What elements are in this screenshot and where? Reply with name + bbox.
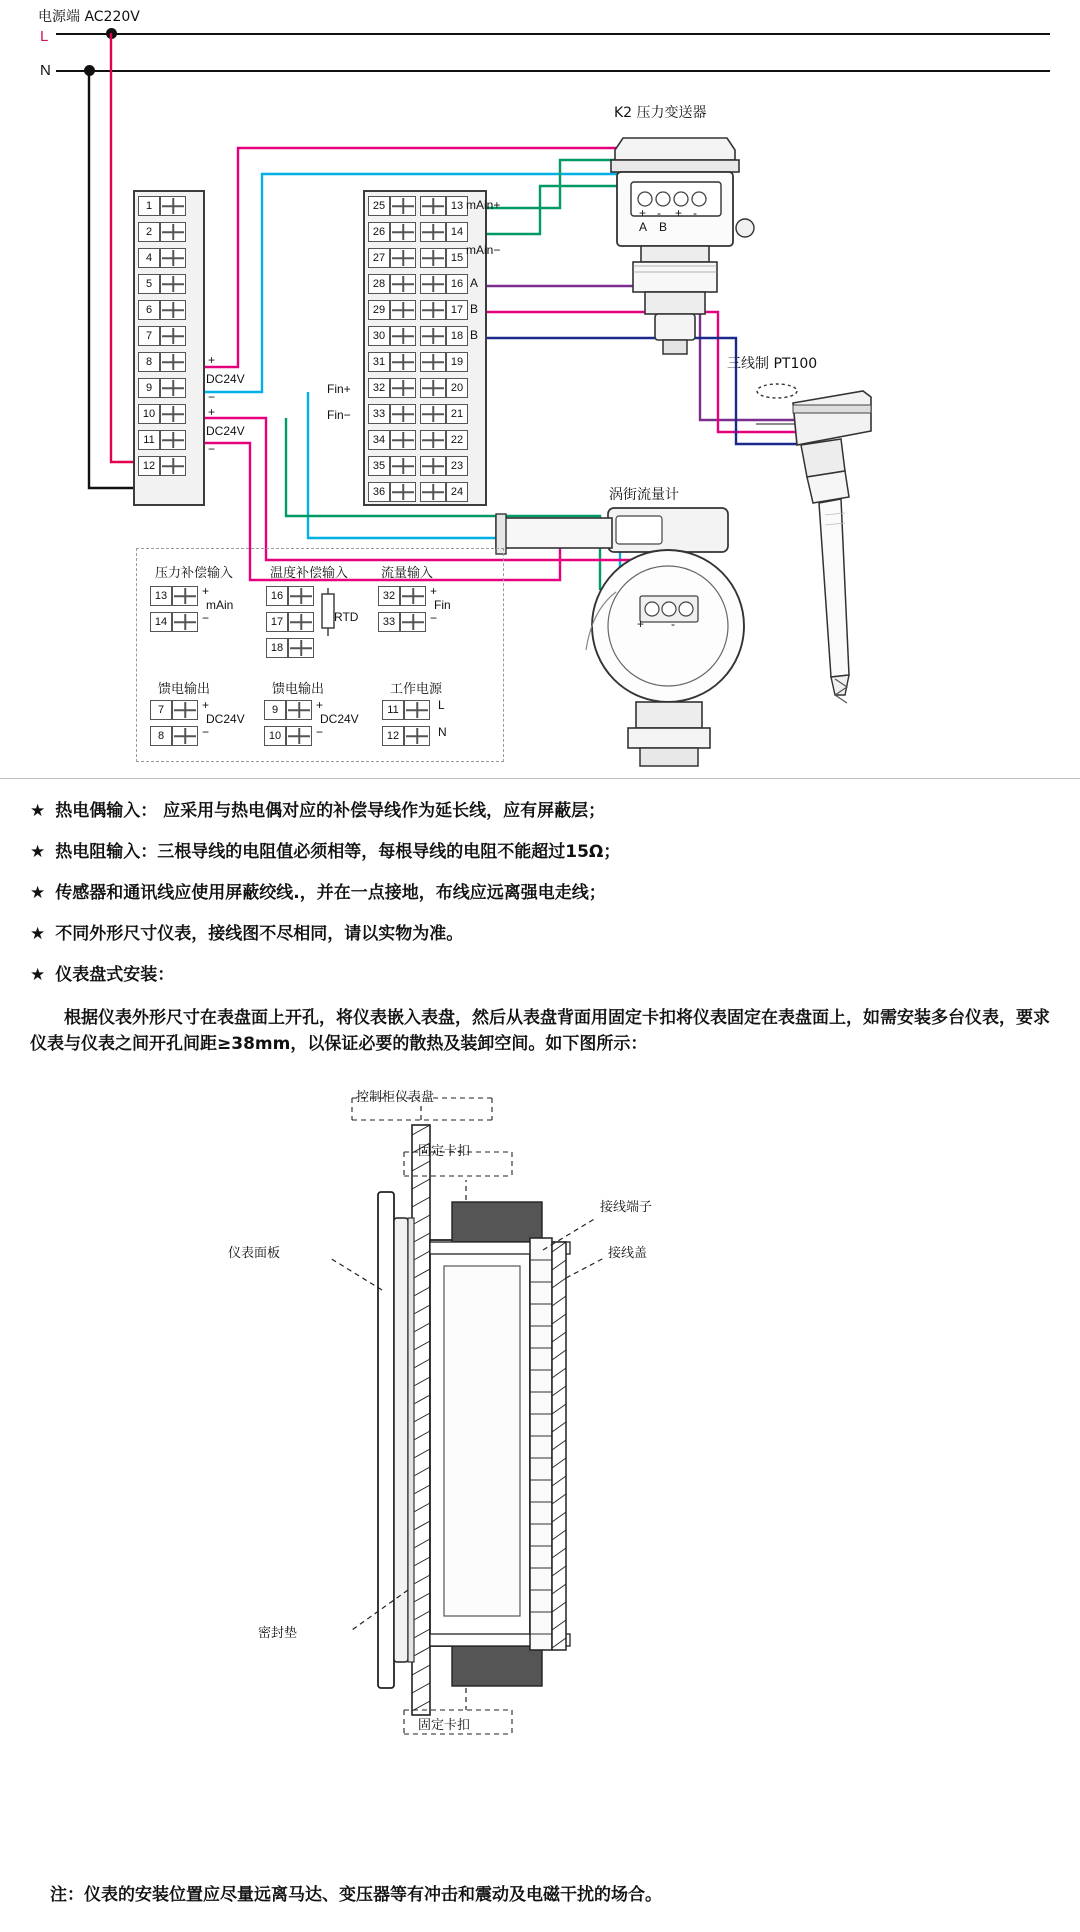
terminal-num: 26 [368, 222, 390, 242]
detail-terminal-num: 7 [150, 700, 172, 720]
pressure-transmitter-label: K2 压力变送器 [614, 105, 707, 121]
terminal-num: 2 [138, 222, 160, 242]
transmitter-terminal-minus-2: - [693, 206, 697, 220]
pressure-transmitter-graphic [575, 120, 875, 390]
detail-terminal-num: 8 [150, 726, 172, 746]
label-seal-gasket: 密封垫 [258, 1626, 298, 1641]
note-item [30, 882, 1050, 905]
bullet-star-icon: ★ [30, 882, 46, 902]
bullet-star-icon: ★ [30, 801, 46, 820]
terminal-screw [160, 404, 186, 424]
terminal-screw [420, 404, 446, 424]
terminal-screw [390, 274, 416, 294]
signal-label-main-minus: mAin− [466, 243, 501, 257]
terminal-num: 8 [138, 352, 160, 372]
terminal-screw [390, 378, 416, 398]
terminal-screw [390, 248, 416, 268]
terminal-screw [390, 404, 416, 424]
left-note-plus-9: + [208, 405, 216, 419]
vortex-flowmeter-graphic [490, 500, 810, 772]
label-terminal-block: 接线端子 [600, 1200, 653, 1215]
wiring-diagram [0, 0, 1080, 775]
terminal-screw [390, 430, 416, 450]
left-note-dc24v-2: DC24V [206, 424, 245, 438]
terminal-screw [160, 456, 186, 476]
terminal-screw [160, 196, 186, 216]
terminal-num: 1 [138, 196, 160, 216]
terminal-screw [160, 378, 186, 398]
terminal-screw [390, 456, 416, 476]
terminal-screw [400, 586, 426, 606]
terminal-screw [420, 274, 446, 294]
detail-mark-10: − [316, 725, 324, 739]
terminal-screw [286, 700, 312, 720]
terminal-screw [160, 430, 186, 450]
terminal-num: 23 [446, 456, 468, 476]
detail-mark-11-l: L [438, 698, 445, 712]
terminal-num: 36 [368, 482, 390, 502]
bullet-star-icon: ★ [30, 964, 46, 984]
terminal-screw [390, 222, 416, 242]
terminal-screw [420, 196, 446, 216]
terminal-screw [390, 326, 416, 346]
detail-terminal-num: 10 [264, 726, 286, 746]
terminal-screw [420, 326, 446, 346]
detail-side-label-dc24v-2: DC24V [320, 712, 359, 726]
signal-label-main-plus: mAin+ [466, 198, 501, 212]
terminal-num: 21 [446, 404, 468, 424]
detail-mark-33: − [430, 611, 438, 625]
terminal-num: 13 [446, 196, 468, 216]
terminal-screw [160, 300, 186, 320]
terminal-screw [160, 326, 186, 346]
terminal-num: 10 [138, 404, 160, 424]
left-note-dc24v-1: DC24V [206, 372, 245, 386]
terminal-screw [420, 248, 446, 268]
terminal-num: 12 [138, 456, 160, 476]
terminal-num: 33 [368, 404, 390, 424]
detail-terminal-num: 32 [378, 586, 400, 606]
pt100-label: 三线制 PT100 [727, 356, 818, 372]
terminal-screw [420, 430, 446, 450]
fin-minus-label: Fin− [327, 408, 351, 422]
terminal-num: 29 [368, 300, 390, 320]
terminal-screw [420, 456, 446, 476]
note-text: 仪表盘式安装： [55, 964, 175, 985]
line-l-label: L [40, 28, 49, 45]
fin-plus-label: Fin+ [327, 382, 351, 396]
detail-terminal-num: 17 [266, 612, 288, 632]
left-note-minus-10: − [208, 442, 216, 456]
terminal-screw [400, 612, 426, 632]
signal-label-b1: B [470, 302, 479, 316]
terminal-num: 22 [446, 430, 468, 450]
note-text: 热电阻输入：三根导线的电阻值必须相等，每根导线的电阻不能超过15Ω； [55, 841, 621, 862]
detail-side-label-main: mAin [206, 598, 234, 612]
note-item [30, 841, 1050, 864]
detail-terminal-num: 9 [264, 700, 286, 720]
detail-group-title-5: 工作电源 [390, 682, 443, 697]
note-item [30, 964, 1050, 987]
terminal-num: 5 [138, 274, 160, 294]
vortex-terminal-plus: + [637, 617, 645, 631]
terminal-num: 34 [368, 430, 390, 450]
detail-mark-8: − [202, 725, 210, 739]
power-source-label: 电源端 AC220V [38, 9, 140, 25]
terminal-screw [160, 248, 186, 268]
detail-terminal-num: 33 [378, 612, 400, 632]
terminal-num: 18 [446, 326, 468, 346]
vortex-terminal-minus: - [671, 617, 675, 631]
label-instrument-face: 仪表面板 [228, 1246, 281, 1261]
terminal-num: 20 [446, 378, 468, 398]
detail-terminal-num: 16 [266, 586, 288, 606]
detail-terminal-num: 12 [382, 726, 404, 746]
terminal-screw [172, 700, 198, 720]
terminal-num: 19 [446, 352, 468, 372]
terminal-screw [404, 726, 430, 746]
detail-terminal-num: 14 [150, 612, 172, 632]
terminal-screw [420, 222, 446, 242]
terminal-screw [172, 586, 198, 606]
terminal-num: 9 [138, 378, 160, 398]
note-item [30, 923, 1050, 946]
terminal-screw [404, 700, 430, 720]
detail-group-title-1: 温度补偿输入 [270, 566, 349, 581]
bullet-star-icon: ★ [30, 841, 46, 861]
terminal-screw [288, 638, 314, 658]
note-text: 热电偶输入： 应采用与热电偶对应的补偿导线作为延长线，应有屏蔽层； [55, 801, 606, 821]
note-text: 不同外形尺寸仪表，接线图不尽相同，请以实物为准。 [55, 923, 464, 944]
detail-group-title-2: 流量输入 [381, 566, 434, 581]
line-n-label: N [40, 62, 51, 79]
panel-mount-drawing [0, 1090, 1080, 1850]
notes-section [30, 800, 1050, 1057]
terminal-num: 28 [368, 274, 390, 294]
terminal-num: 24 [446, 482, 468, 502]
label-terminal-cover: 接线盖 [608, 1246, 648, 1261]
terminal-screw [420, 352, 446, 372]
bullet-star-icon: ★ [30, 923, 46, 943]
terminal-num: 15 [446, 248, 468, 268]
left-note-plus-7: + [208, 353, 216, 367]
transmitter-terminal-minus-1: - [657, 206, 661, 220]
detail-mark-14: − [202, 611, 210, 625]
terminal-num: 17 [446, 300, 468, 320]
terminal-screw [288, 586, 314, 606]
terminal-screw [390, 482, 416, 502]
detail-side-label-fin: Fin [434, 598, 451, 612]
label-cabinet-panel: 控制柜仪表盘 [356, 1090, 435, 1105]
signal-label-a: A [470, 276, 479, 290]
detail-group-title-4: 馈电输出 [272, 682, 325, 697]
terminal-num: 30 [368, 326, 390, 346]
signal-label-b2: B [470, 328, 479, 342]
terminal-screw [160, 274, 186, 294]
transmitter-sub-b: B [659, 220, 668, 234]
detail-mark-13: + [202, 584, 210, 598]
terminal-num: 25 [368, 196, 390, 216]
terminal-screw [420, 482, 446, 502]
label-clip-bottom: 固定卡扣 [418, 1718, 471, 1733]
transmitter-terminal-plus-2: + [675, 206, 683, 220]
note-text: 传感器和通讯线应使用屏蔽绞线.，并在一点接地，布线应远离强电走线； [55, 882, 606, 903]
terminal-num: 7 [138, 326, 160, 346]
terminal-num: 6 [138, 300, 160, 320]
terminal-screw [172, 726, 198, 746]
left-note-minus-8: − [208, 390, 216, 404]
terminal-num: 4 [138, 248, 160, 268]
panel-mount-graphic [0, 1090, 1080, 1850]
section-divider [0, 778, 1080, 779]
detail-terminal-num: 11 [382, 700, 404, 720]
transmitter-terminal-plus-1: + [639, 206, 647, 220]
terminal-screw [390, 352, 416, 372]
terminal-screw [160, 352, 186, 372]
label-clip-top: 固定卡扣 [418, 1144, 471, 1159]
detail-mark-12-n: N [438, 725, 447, 739]
detail-side-label-rtd: RTD [334, 610, 359, 624]
detail-terminal-num: 18 [266, 638, 288, 658]
terminal-screw [286, 726, 312, 746]
installation-paragraph: 根据仪表外形尺寸在表盘面上开孔，将仪表嵌入表盘，然后从表盘背面用固定卡扣将仪表固定在表盘面上，如需安装多台仪表，要求仪表与仪表之间开孔间距≥38mm，以保证必要的散热及装卸空间。如下图所示： [30, 1007, 1050, 1055]
terminal-screw [420, 300, 446, 320]
terminal-screw [420, 378, 446, 398]
terminal-screw [390, 300, 416, 320]
terminal-screw [390, 196, 416, 216]
terminal-screw [172, 612, 198, 632]
footer-note: 注：仪表的安装位置应尽量远离马达、变压器等有冲击和震动及电磁干扰的场合。 [50, 1885, 662, 1905]
detail-group-title-0: 压力补偿输入 [155, 566, 234, 581]
note-item [30, 800, 1050, 823]
detail-side-label-dc24v-1: DC24V [206, 712, 245, 726]
terminal-num: 35 [368, 456, 390, 476]
terminal-num: 32 [368, 378, 390, 398]
terminal-num: 11 [138, 430, 160, 450]
terminal-num: 16 [446, 274, 468, 294]
detail-mark-9: + [316, 698, 324, 712]
detail-mark-7: + [202, 698, 210, 712]
terminal-num: 14 [446, 222, 468, 242]
detail-group-title-3: 馈电输出 [158, 682, 211, 697]
terminal-screw [288, 612, 314, 632]
terminal-num: 31 [368, 352, 390, 372]
detail-terminal-num: 13 [150, 586, 172, 606]
detail-mark-32: + [430, 584, 438, 598]
vortex-flowmeter-label: 涡街流量计 [609, 487, 679, 503]
terminal-screw [160, 222, 186, 242]
transmitter-sub-a: A [639, 220, 648, 234]
terminal-num: 27 [368, 248, 390, 268]
